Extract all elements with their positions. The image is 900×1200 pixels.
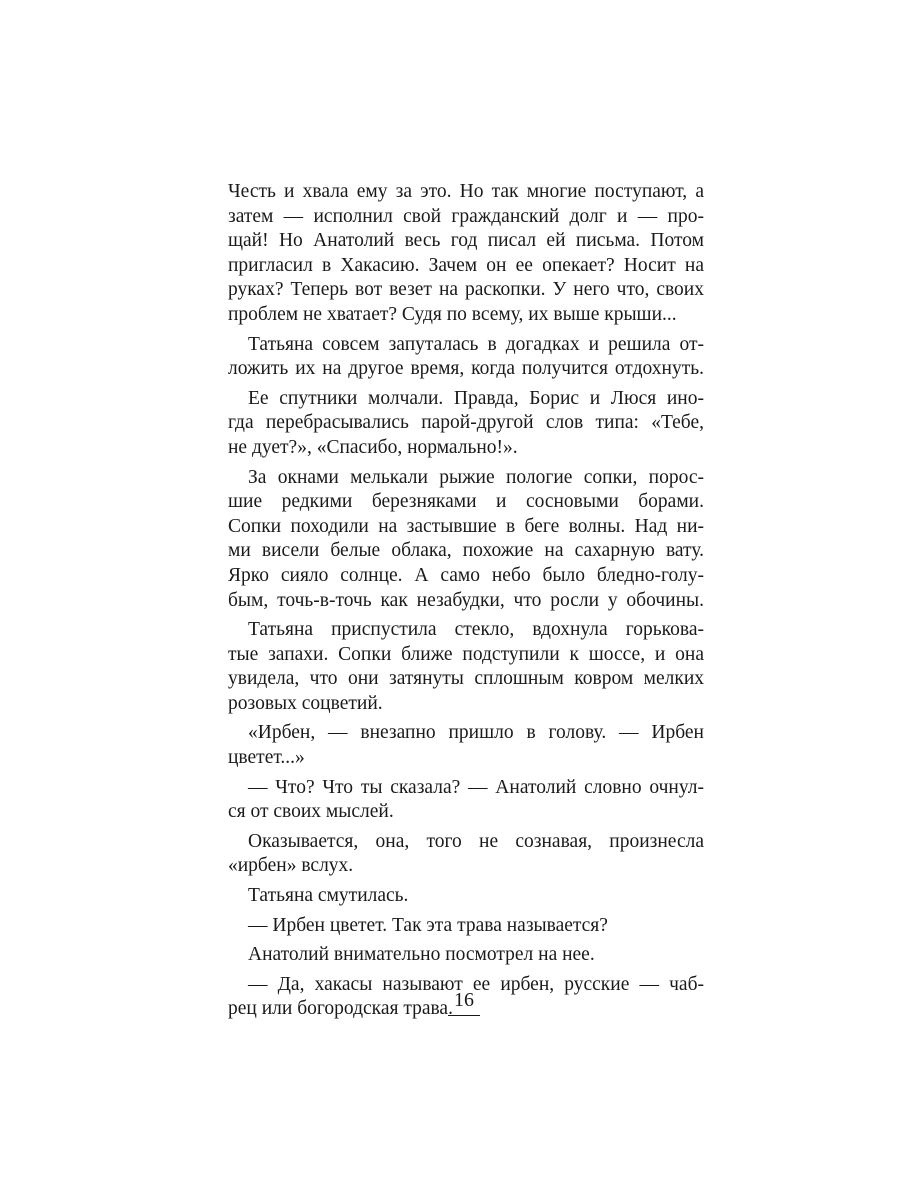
text-line: розовых соцветий. bbox=[228, 692, 383, 714]
text-line: пригласил в Хакасию. Зачем он ее опекает? Носит на bbox=[228, 254, 704, 276]
paragraph bbox=[228, 884, 704, 909]
text-line: Анатолий внимательно посмотрел на нее. bbox=[248, 944, 595, 966]
paragraph bbox=[228, 943, 704, 968]
text-line: гда перебрасывались парой-другой слов типа: «Тебе, bbox=[228, 412, 704, 434]
paragraph bbox=[228, 180, 704, 328]
text-line: ся от своих мыслей. bbox=[228, 801, 394, 823]
text-line: «Ирбен, — внезапно пришло в голову. — Ирбен bbox=[248, 722, 704, 744]
text-line: проблем не хватает? Судя по всему, их выше крыши... bbox=[228, 303, 677, 325]
text-line: шие редкими березняками и сосновыми борами. bbox=[228, 491, 704, 513]
text-line: Сопки походили на застывшие в беге волны. Над ни- bbox=[228, 515, 704, 537]
text-line: ложить их на другое время, когда получится отдохнуть. bbox=[228, 358, 704, 380]
text-line: Татьяна приспустила стекло, вдохнула горькова- bbox=[248, 619, 704, 641]
paragraph bbox=[228, 387, 704, 461]
paragraph bbox=[228, 618, 704, 716]
book-page-text bbox=[228, 180, 704, 1027]
page-number: 16 bbox=[448, 988, 480, 1016]
text-line: Честь и хвала ему за это. Но так многие поступают, а bbox=[228, 181, 704, 202]
text-line: ми висели белые облака, похожие на сахарную вату. bbox=[228, 540, 704, 562]
text-line: руках? Теперь вот везет на раскопки. У него что, своих bbox=[228, 279, 704, 301]
paragraph bbox=[228, 466, 704, 614]
text-line: «ирбен» вслух. bbox=[228, 855, 354, 877]
text-line: не дует?», «Спасибо, нормально!». bbox=[228, 436, 518, 458]
text-line: — Что? Что ты сказала? — Анатолий словно очнул- bbox=[248, 776, 704, 798]
paragraph bbox=[228, 333, 704, 382]
text-line: рец или богородская трава. bbox=[228, 998, 453, 1020]
text-line: цветет...» bbox=[228, 747, 305, 769]
text-line: — Ирбен цветет. Так эта трава называется? bbox=[248, 914, 608, 936]
paragraph bbox=[228, 776, 704, 825]
paragraph bbox=[228, 830, 704, 879]
text-line: Ярко сияло солнце. А само небо было бледно-голу- bbox=[228, 564, 704, 586]
paragraph bbox=[228, 721, 704, 770]
text-line: Татьяна совсем запуталась в догадках и решила от- bbox=[248, 333, 704, 355]
text-line: Ее спутники молчали. Правда, Борис и Люся ино- bbox=[248, 387, 704, 409]
text-line: Оказывается, она, того не сознавая, произнесла bbox=[248, 830, 704, 852]
text-line: щай! Но Анатолий весь год писал ей письма. Потом bbox=[228, 230, 704, 252]
text-line: затем — исполнил свой гражданский долг и — про- bbox=[228, 205, 704, 227]
paragraph bbox=[228, 914, 704, 939]
text-line: Татьяна смутилась. bbox=[248, 885, 409, 907]
text-line: бым, точь-в-точь как незабудки, что росли у обочины. bbox=[228, 589, 704, 611]
text-line: увидела, что они затянуты сплошным ковром мелких bbox=[228, 668, 704, 690]
text-line: тые запахи. Сопки ближе подступили к шоссе, и она bbox=[228, 643, 704, 665]
text-line: — Да, хакасы называют ее ирбен, русские — чаб- bbox=[248, 973, 704, 995]
text-line: За окнами мелькали рыжие пологие сопки, порос- bbox=[248, 466, 704, 488]
